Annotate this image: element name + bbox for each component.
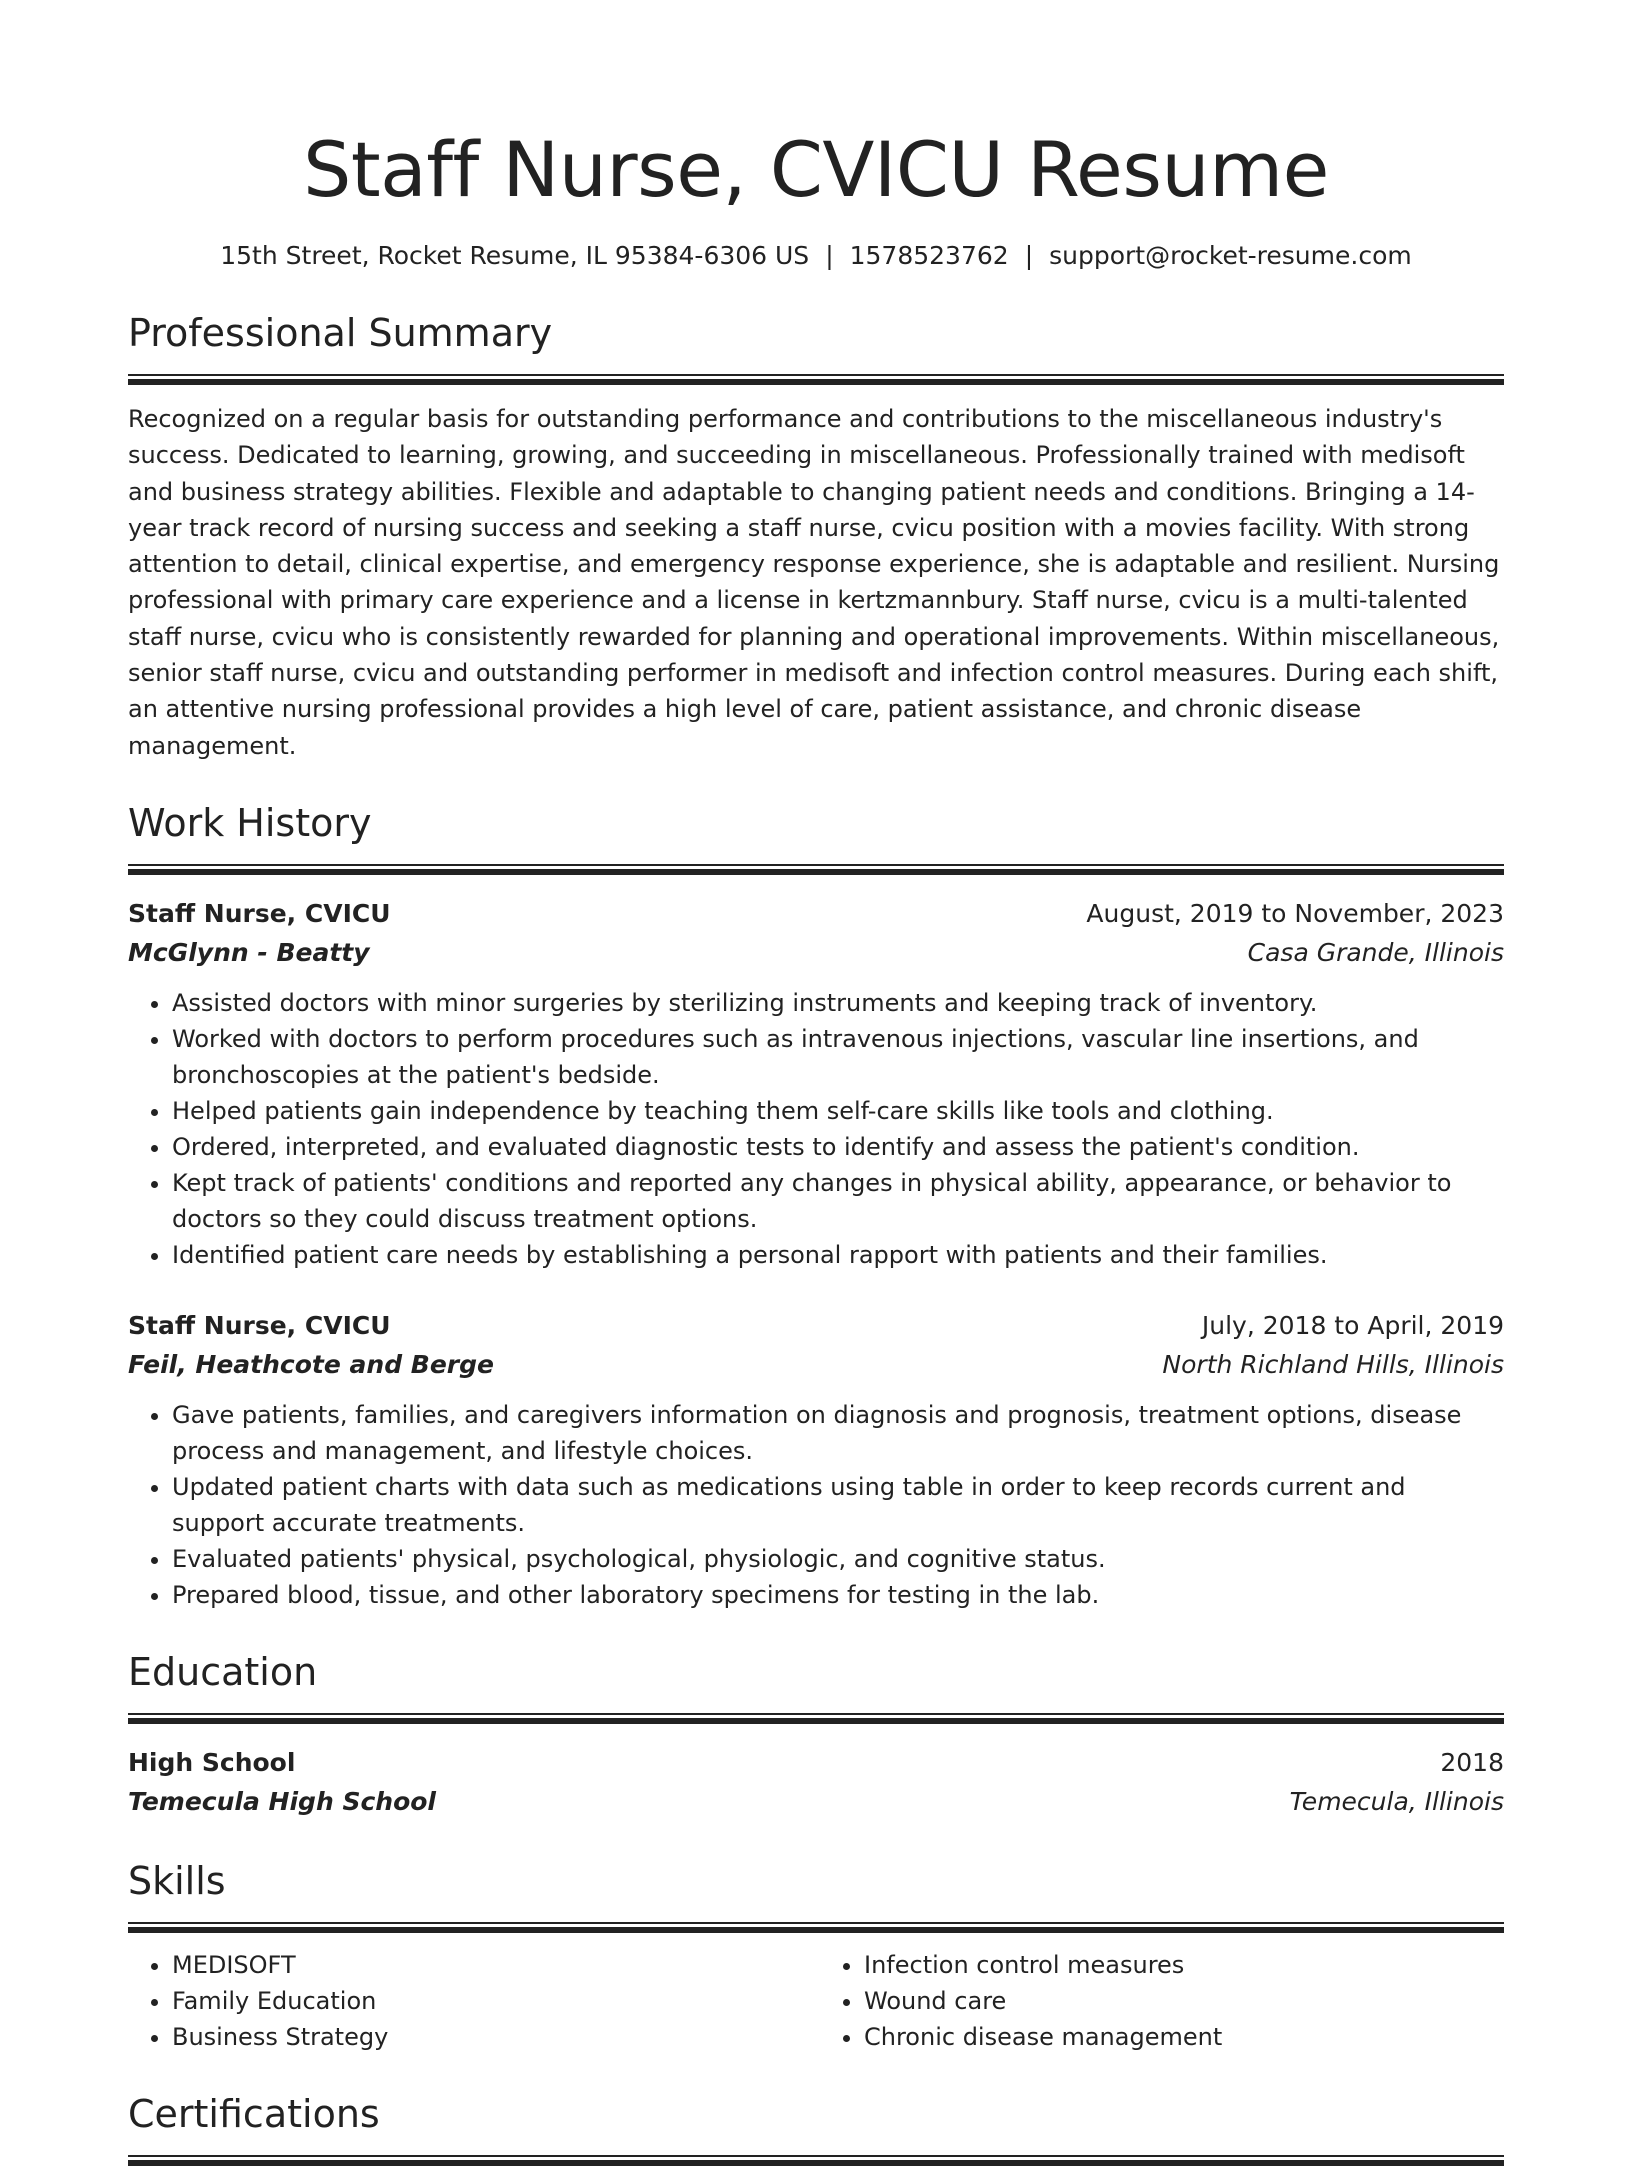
phone: 1578523762	[849, 241, 1009, 270]
section-divider	[128, 2155, 1504, 2166]
job-subheader	[128, 933, 1504, 973]
job-header	[128, 1307, 1504, 1345]
skill-item: • Chronic disease management	[864, 2019, 1504, 2055]
list-item: • Prepared blood, tissue, and other laboratory specimens for testing in the lab.	[172, 1577, 1504, 1613]
section-heading: Education	[128, 1649, 318, 1694]
job-company: McGlynn - Beatty	[128, 937, 370, 967]
skill-item: • Family Education	[172, 1983, 816, 2019]
section-divider	[128, 1713, 1504, 1724]
list-item: • Identified patient care needs by establishing a personal rapport with patients and their families.	[172, 1237, 1504, 1273]
skills-section	[128, 1856, 1504, 2055]
section-heading: Work History	[128, 800, 372, 845]
job-bullets	[128, 1397, 1504, 1613]
job-subheader	[128, 1345, 1504, 1385]
job-entry	[128, 1307, 1504, 1613]
job-bullets	[128, 985, 1504, 1273]
education-year: 2018	[1440, 1747, 1504, 1777]
section-divider	[128, 1922, 1504, 1933]
email[interactable]: support@rocket-resume.com	[1049, 241, 1412, 270]
summary-section	[128, 308, 1504, 764]
section-divider	[128, 374, 1504, 385]
job-dates: July, 2018 to April, 2019	[1201, 1310, 1504, 1340]
job-title: Staff Nurse, CVICU	[128, 1310, 391, 1340]
skill-item: • Infection control measures	[864, 1947, 1504, 1983]
list-item: • Worked with doctors to perform procedures such as intravenous injections, vascular line insertions, and bronchoscopies at the patient's bedside.	[172, 1021, 1504, 1093]
job-entry	[128, 895, 1504, 1273]
skill-item: • Business Strategy	[172, 2019, 816, 2055]
list-item: • Ordered, interpreted, and evaluated diagnostic tests to identify and assess the patient's condition.	[172, 1129, 1504, 1165]
list-item: • Assisted doctors with minor surgeries by sterilizing instruments and keeping track of inventory.	[172, 985, 1504, 1021]
summary-text: Recognized on a regular basis for outstanding performance and contributions to the miscellaneous industry's success. Dedicated to learning, growing, and succeeding in miscellaneous. Professionally trained with medisoft and business strategy abilities. Flexible and adaptable to changing patient needs and conditions. Bringing a 14-year track record of nursing success and seeking a staff nurse, cvicu position with a movies facility. With strong attention to detail, clinical expertise, and emergency response experience, she is adaptable and resilient. Nursing professional with primary care experience and a license in kertzmannbury. Staff nurse, cvicu is a multi-talented staff nurse, cvicu who is consistently rewarded for planning and operational improvements. Within miscellaneous, senior staff nurse, cvicu and outstanding performer in medisoft and infection control measures. During each shift, an attentive nursing professional provides a high level of care, patient assistance, and chronic disease management.	[128, 405, 1500, 760]
certifications-section	[128, 2089, 1504, 2166]
job-title: Staff Nurse, CVICU	[128, 898, 391, 928]
skill-item: • MEDISOFT	[172, 1947, 816, 1983]
education-subheader	[128, 1782, 1504, 1822]
section-heading: Professional Summary	[128, 311, 553, 355]
education-degree: High School	[128, 1747, 296, 1777]
resume-title: Staff Nurse, CVICU Resume	[303, 125, 1329, 214]
education-school: Temecula High School	[128, 1786, 436, 1816]
work-history-section	[128, 798, 1504, 1613]
job-location: Casa Grande, Illinois	[1247, 937, 1504, 967]
skills-list	[128, 1947, 1504, 2055]
section-heading: Certifications	[128, 2091, 380, 2136]
separator: |	[825, 241, 834, 270]
education-section	[128, 1647, 1504, 1822]
section-divider	[128, 864, 1504, 875]
list-item: • Evaluated patients' physical, psychological, physiologic, and cognitive status.	[172, 1541, 1504, 1577]
skills-column-right	[816, 1947, 1504, 2055]
list-item: • Kept track of patients' conditions and reported any changes in physical ability, appearance, or behavior to doctors so they could discuss treatment options.	[172, 1165, 1504, 1237]
list-item: • Gave patients, families, and caregivers information on diagnosis and prognosis, treatment options, disease process and management, and lifestyle choices.	[172, 1397, 1504, 1469]
list-item: • Updated patient charts with data such as medications using table in order to keep records current and support accurate treatments.	[172, 1469, 1504, 1541]
contact-line	[128, 238, 1504, 274]
job-company: Feil, Heathcote and Berge	[128, 1349, 494, 1379]
skills-column-left	[128, 1947, 816, 2055]
address: 15th Street, Rocket Resume, IL 95384-6306 US	[220, 241, 810, 270]
separator: |	[1024, 241, 1034, 270]
education-location: Temecula, Illinois	[1289, 1786, 1504, 1816]
job-dates: August, 2019 to November, 2023	[1086, 898, 1504, 928]
skill-item: • Wound care	[864, 1983, 1504, 2019]
section-heading: Skills	[128, 1858, 226, 1903]
education-header	[128, 1744, 1504, 1782]
education-entry	[128, 1744, 1504, 1822]
list-item: • Helped patients gain independence by teaching them self-care skills like tools and clothing.	[172, 1093, 1504, 1129]
resume-page	[128, 120, 1504, 2166]
job-header	[128, 895, 1504, 933]
job-location: North Richland Hills, Illinois	[1162, 1349, 1504, 1379]
